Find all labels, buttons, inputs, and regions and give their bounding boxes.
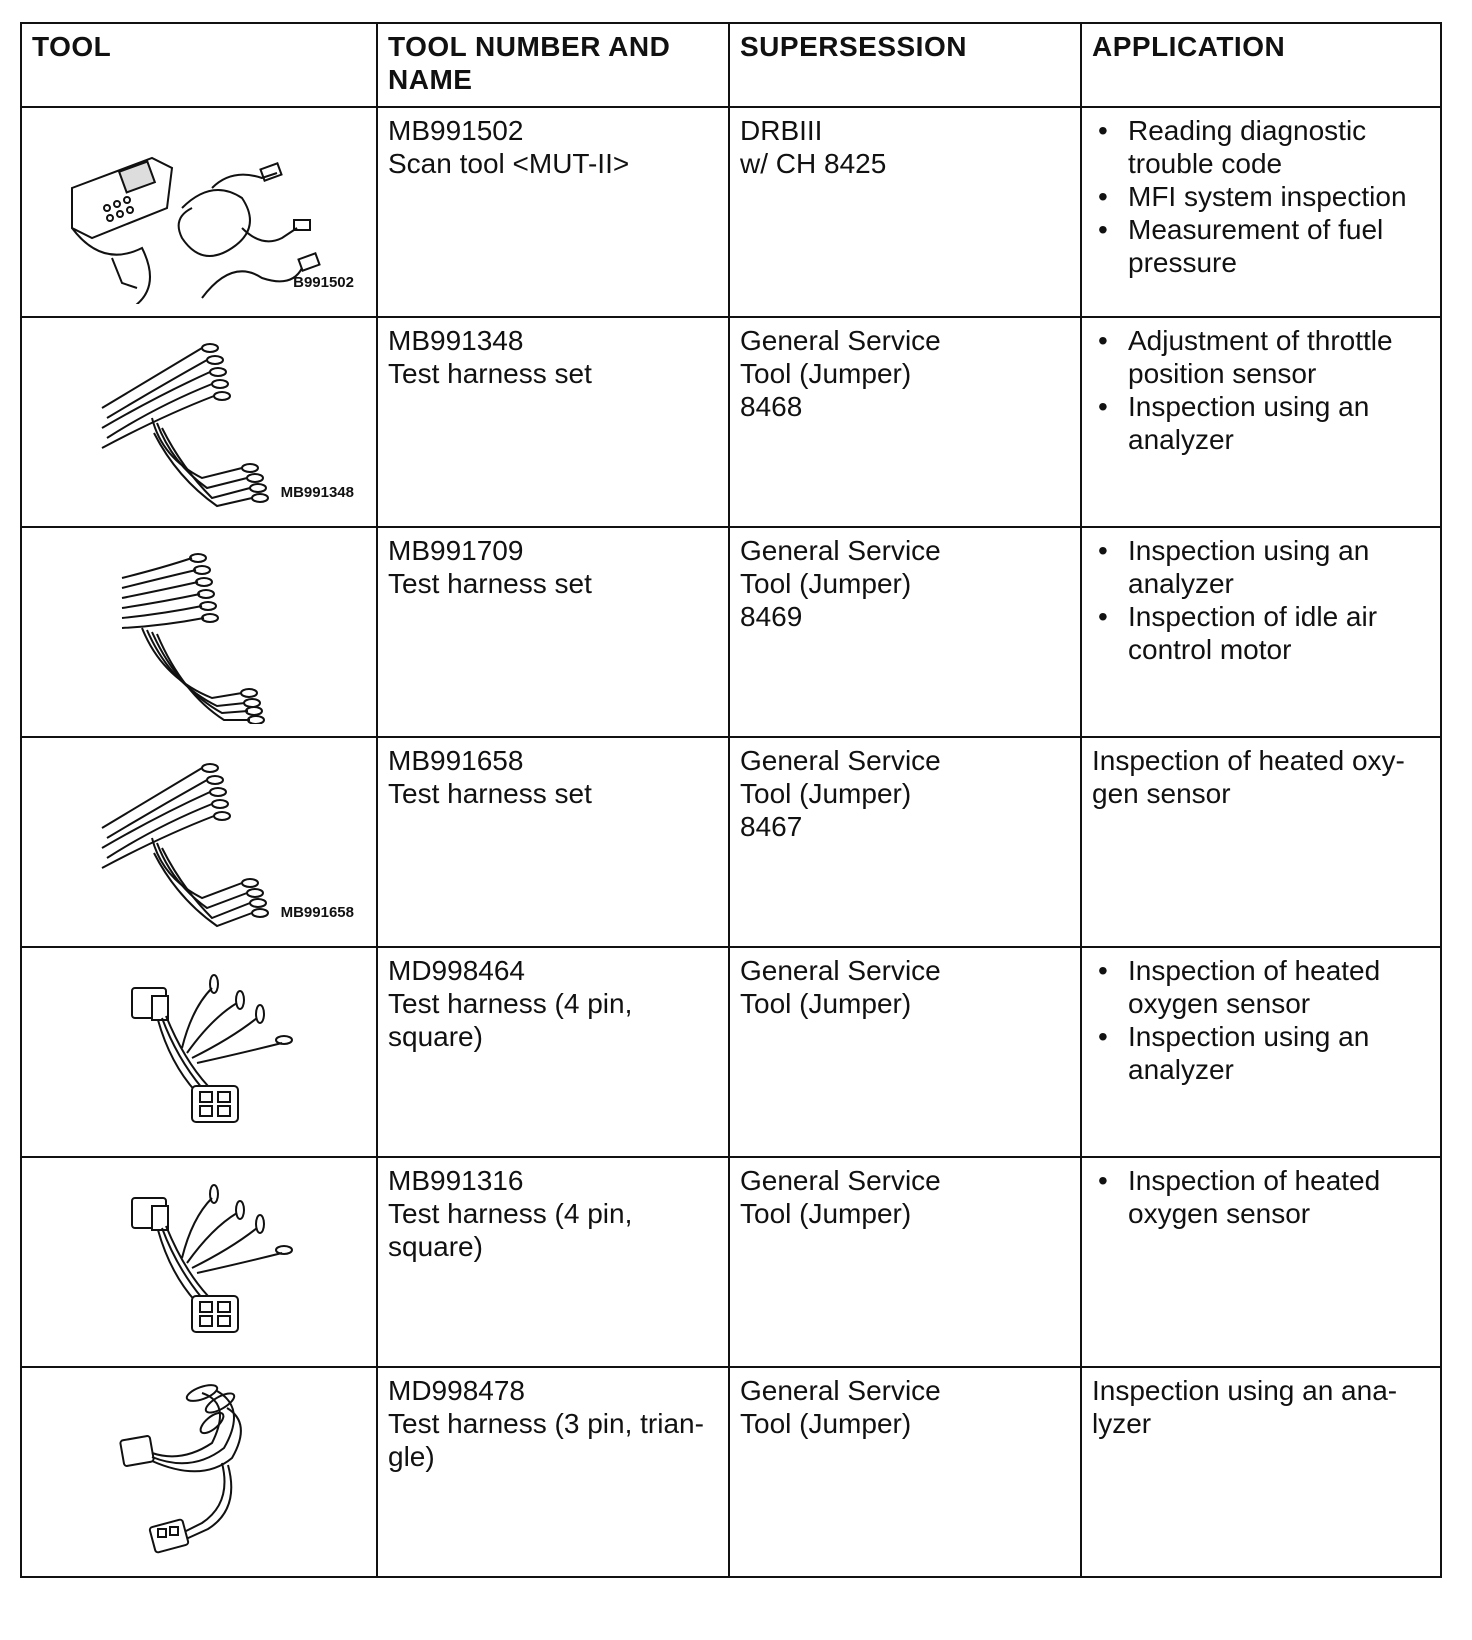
tool-number: MB991709 <box>388 535 524 566</box>
test-harness-icon <box>22 528 374 724</box>
application-list <box>1092 1164 1430 1230</box>
application-item: • Adjustment of throttle position sensor <box>1128 324 1430 390</box>
application-item: • Inspection using an analyzer <box>1128 390 1430 456</box>
tool-image-cell <box>21 1367 377 1577</box>
tool-name: Test harness (4 pin, square) <box>388 1198 633 1262</box>
application-item: • Reading diagnostic trouble code <box>1128 114 1430 180</box>
table-row <box>21 947 1441 1157</box>
header-tool-number: TOOL NUMBER AND NAME <box>377 23 729 107</box>
supersession-cell <box>729 107 1081 317</box>
supersession-line: 8467 <box>740 811 803 842</box>
header-tool: TOOL <box>21 23 377 107</box>
square-connector-harness-icon <box>22 1158 374 1354</box>
table-row <box>21 107 1441 317</box>
application-item: • Inspection of idle air control motor <box>1128 600 1430 666</box>
supersession-line: General Service <box>740 955 941 986</box>
application-item: • Measurement of fuel pressure <box>1128 213 1430 279</box>
tool-number-cell <box>377 107 729 317</box>
tool-number-cell <box>377 1367 729 1577</box>
header-application: APPLICATION <box>1081 23 1441 107</box>
supersession-line: General Service <box>740 535 941 566</box>
tool-number: MB991348 <box>388 325 524 356</box>
application-cell <box>1081 107 1441 317</box>
supersession-line: Tool (Jumper) <box>740 568 912 599</box>
application-list <box>1092 324 1430 456</box>
tool-number-cell <box>377 317 729 527</box>
triangle-connector-harness-icon <box>22 1368 374 1564</box>
supersession-line: Tool (Jumper) <box>740 988 912 1019</box>
tool-image-cell <box>21 527 377 737</box>
tool-name: Test harness (4 pin, square) <box>388 988 633 1052</box>
supersession-line: DRBIII <box>740 115 823 146</box>
application-item: • Inspection using an analyzer <box>1128 534 1430 600</box>
application-cell <box>1081 1367 1441 1577</box>
application-list <box>1092 954 1430 1086</box>
square-connector-harness-icon <box>22 948 374 1144</box>
supersession-line: Tool (Jumper) <box>740 1408 912 1439</box>
tool-name: Test harness set <box>388 568 592 599</box>
application-cell <box>1081 1157 1441 1367</box>
tool-image-label: B991502 <box>293 274 354 291</box>
tool-number: MB991502 <box>388 115 524 146</box>
application-cell <box>1081 947 1441 1157</box>
supersession-line: General Service <box>740 745 941 776</box>
supersession-cell <box>729 1367 1081 1577</box>
supersession-line: Tool (Jumper) <box>740 1198 912 1229</box>
tool-image-label: MB991658 <box>280 904 354 921</box>
tool-number-cell <box>377 737 729 947</box>
table-row <box>21 1157 1441 1367</box>
tool-image-cell <box>21 1157 377 1367</box>
tool-name: Test harness set <box>388 778 592 809</box>
table-row <box>21 317 1441 527</box>
tool-image-cell <box>21 317 377 527</box>
special-tools-table <box>20 22 1442 1578</box>
table-row <box>21 737 1441 947</box>
tool-name: Test harness (3 pin, trian-gle) <box>388 1408 704 1472</box>
supersession-line: 8468 <box>740 391 803 422</box>
application-list <box>1092 534 1430 666</box>
application-item: • Inspection of heated oxygen sensor <box>1128 954 1430 1020</box>
supersession-line: w/ CH 8425 <box>740 148 887 179</box>
table-row <box>21 527 1441 737</box>
supersession-cell <box>729 737 1081 947</box>
tool-name: Test harness set <box>388 358 592 389</box>
application-list <box>1092 114 1430 279</box>
tool-image-cell <box>21 107 377 317</box>
tool-number: MD998464 <box>388 955 525 986</box>
tool-number: MB991658 <box>388 745 524 776</box>
header-supersession: SUPERSESSION <box>729 23 1081 107</box>
supersession-line: General Service <box>740 1165 941 1196</box>
application-cell <box>1081 737 1441 947</box>
application-text: Inspection of heated oxy-gen sensor <box>1092 745 1405 809</box>
supersession-cell <box>729 527 1081 737</box>
tool-number-cell <box>377 1157 729 1367</box>
supersession-line: Tool (Jumper) <box>740 778 912 809</box>
supersession-line: General Service <box>740 325 941 356</box>
tool-image-label: MB991348 <box>280 484 354 501</box>
tool-number: MB991316 <box>388 1165 524 1196</box>
application-item: • MFI system inspection <box>1128 180 1430 213</box>
tool-image-cell <box>21 947 377 1157</box>
application-cell <box>1081 527 1441 737</box>
supersession-line: Tool (Jumper) <box>740 358 912 389</box>
supersession-cell <box>729 947 1081 1157</box>
application-item: • Inspection of heated oxygen sensor <box>1128 1164 1430 1230</box>
application-cell <box>1081 317 1441 527</box>
tool-image-cell <box>21 737 377 947</box>
header-row <box>21 23 1441 107</box>
supersession-cell <box>729 1157 1081 1367</box>
application-item: • Inspection using an analyzer <box>1128 1020 1430 1086</box>
supersession-line: General Service <box>740 1375 941 1406</box>
tool-name: Scan tool <MUT-II> <box>388 148 630 179</box>
supersession-cell <box>729 317 1081 527</box>
tool-number: MD998478 <box>388 1375 525 1406</box>
tool-number-cell <box>377 947 729 1157</box>
table-row <box>21 1367 1441 1577</box>
tool-number-cell <box>377 527 729 737</box>
application-text: Inspection using an ana-lyzer <box>1092 1375 1398 1439</box>
supersession-line: 8469 <box>740 601 803 632</box>
